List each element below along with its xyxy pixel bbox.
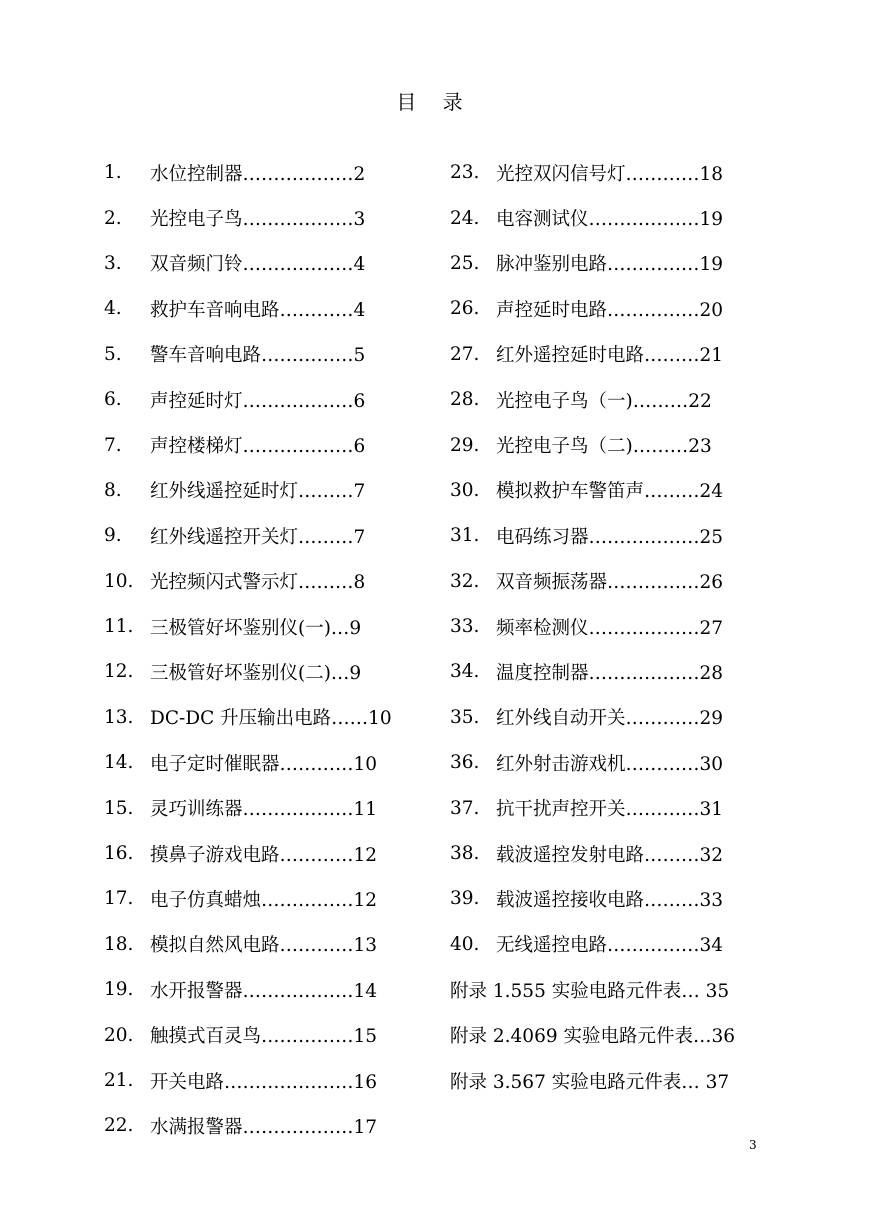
toc-entry-number: 32. — [450, 570, 480, 592]
toc-entry-title: 载波遥控接收电路………33 — [496, 889, 724, 911]
page-title: 目 录 — [396, 90, 473, 114]
toc-entry-number: 20. — [104, 1024, 134, 1046]
toc-entry-number: 4. — [104, 298, 122, 320]
toc-entry — [450, 286, 750, 331]
toc-entry — [104, 695, 404, 740]
toc-entry-number: 13. — [104, 706, 134, 728]
toc-entry — [104, 468, 404, 513]
toc-entry-number: 23. — [450, 162, 480, 184]
toc-entry-number: 6. — [104, 389, 122, 411]
toc-entry — [450, 922, 750, 967]
toc-entry — [104, 1012, 404, 1057]
toc-entry-title: 模拟救护车警笛声………24 — [496, 481, 724, 503]
toc-entry-number: 2. — [104, 207, 122, 229]
toc-entry-number: 1. — [104, 162, 122, 184]
toc-entry-number: 39. — [450, 888, 480, 910]
toc-entry — [104, 1058, 404, 1103]
page-number: 3 — [749, 1138, 757, 1152]
toc-entry — [104, 241, 404, 286]
toc-entry-title: 无线遥控电路……………34 — [496, 935, 724, 957]
toc-entry — [450, 1012, 750, 1057]
toc-entry — [450, 513, 750, 558]
toc-entry-title: 救护车音响电路…………4 — [150, 299, 366, 321]
toc-entry-title: 模拟自然风电路…………13 — [150, 935, 378, 957]
toc-entry-number: 30. — [450, 479, 480, 501]
toc-entry-title: 光控电子鸟（一)………22 — [496, 390, 712, 412]
toc-entry-title: 红外线遥控延时灯………7 — [150, 481, 366, 503]
toc-entry-title: 声控延时电路……………20 — [496, 299, 724, 321]
toc-entry-number: 8. — [104, 479, 122, 501]
toc-entry — [104, 559, 404, 604]
toc-entry-title: 电码练习器………………25 — [496, 526, 724, 548]
toc-entry-number: 10. — [104, 570, 134, 592]
toc-entry-number: 15. — [104, 797, 134, 819]
toc-entry-title: 电子定时催眠器…………10 — [150, 753, 378, 775]
toc-entry-title: 附录 2.4069 实验电路元件表…36 — [450, 1026, 736, 1048]
toc-entry-title: 声控楼梯灯………………6 — [150, 436, 366, 458]
toc-entry — [450, 876, 750, 921]
toc-entry-number: 11. — [104, 616, 134, 638]
toc-entry — [104, 377, 404, 422]
toc-entry-number: 9. — [104, 525, 122, 547]
toc-entry-title: 光控电子鸟（二)………23 — [496, 436, 712, 458]
toc-entry — [450, 604, 750, 649]
toc-entry-number: 12. — [104, 661, 134, 683]
toc-entry-title: 三极管好坏鉴别仪(二)…9 — [150, 662, 362, 684]
toc-entry-title: 脉冲鉴别电路……………19 — [496, 254, 724, 276]
toc-entry-title: 双音频振荡器……………26 — [496, 572, 724, 594]
toc-entry-title: 红外遥控延时电路………21 — [496, 345, 724, 367]
toc-entry — [104, 785, 404, 830]
toc-entry-title: 抗干扰声控开关…………31 — [496, 799, 724, 821]
toc-entry-title: 温度控制器………………28 — [496, 662, 724, 684]
toc-entry-title: 水位控制器………………2 — [150, 163, 366, 185]
toc-entry-title: DC-DC 升压输出电路……10 — [150, 708, 392, 730]
toc-entry-number: 3. — [104, 252, 122, 274]
toc-entry-number: 28. — [450, 389, 480, 411]
toc-entry — [104, 876, 404, 921]
toc-entry-number: 14. — [104, 752, 134, 774]
toc-entry — [104, 740, 404, 785]
toc-entry-title: 附录 3.567 实验电路元件表… 37 — [450, 1071, 730, 1093]
toc-entry — [104, 286, 404, 331]
toc-entry — [450, 377, 750, 422]
toc-entry — [104, 195, 404, 240]
toc-entry-title: 摸鼻子游戏电路…………12 — [150, 844, 378, 866]
toc-entry-title: 附录 1.555 实验电路元件表… 35 — [450, 980, 730, 1002]
toc-entry-title: 三极管好坏鉴别仪(一)…9 — [150, 617, 362, 639]
toc-entry-number: 26. — [450, 298, 480, 320]
toc-entry-title: 光控频闪式警示灯………8 — [150, 572, 366, 594]
toc-entry — [104, 922, 404, 967]
toc-entry-number: 40. — [450, 933, 480, 955]
toc-entry-number: 37. — [450, 797, 480, 819]
toc-entry-title: 红外射击游戏机…………30 — [496, 753, 724, 775]
toc-entry — [450, 740, 750, 785]
toc-entry-number: 29. — [450, 434, 480, 456]
toc-entry-number: 24. — [450, 207, 480, 229]
toc-entry — [450, 967, 750, 1012]
toc-entry-number: 35. — [450, 706, 480, 728]
toc-entry — [104, 332, 404, 377]
toc-entry-title: 触摸式百灵鸟……………15 — [150, 1026, 378, 1048]
toc-entry-number: 18. — [104, 933, 134, 955]
toc-entry-number: 7. — [104, 434, 122, 456]
toc-entry — [104, 422, 404, 467]
toc-entry — [450, 649, 750, 694]
toc-entry-number: 21. — [104, 1070, 134, 1091]
toc-entry-number: 34. — [450, 661, 480, 683]
toc-entry — [104, 513, 404, 558]
toc-entry-number: 16. — [104, 843, 134, 865]
toc-right-column — [450, 150, 750, 1103]
toc-entry-number: 31. — [450, 525, 480, 547]
toc-entry-title: 双音频门铃………………4 — [150, 254, 366, 276]
toc-entry-title: 光控电子鸟………………3 — [150, 209, 366, 231]
toc-entry — [450, 785, 750, 830]
toc-entry — [104, 150, 404, 195]
toc-entry-number: 33. — [450, 616, 480, 638]
toc-entry-number: 22. — [104, 1115, 134, 1137]
toc-entry-title: 载波遥控发射电路………32 — [496, 844, 724, 866]
toc-entry-title: 警车音响电路……………5 — [150, 345, 366, 367]
toc-entry — [450, 150, 750, 195]
toc-entry-number: 25. — [450, 252, 480, 274]
toc-entry-title: 水满报警器………………17 — [150, 1116, 378, 1138]
toc-entry — [104, 831, 404, 876]
toc-entry-title: 电子仿真蜡烛……………12 — [150, 889, 378, 911]
toc-entry — [450, 695, 750, 740]
toc-entry-title: 开关电路…………………16 — [150, 1071, 378, 1093]
toc-entry-number: 27. — [450, 343, 480, 365]
toc-entry — [450, 1058, 750, 1103]
toc-entry — [450, 195, 750, 240]
toc-entry — [104, 1103, 404, 1148]
toc-entry-title: 红外线遥控开关灯………7 — [150, 526, 366, 548]
toc-entry-title: 电容测试仪………………19 — [496, 209, 724, 231]
toc-entry-number: 36. — [450, 752, 480, 774]
toc-entry — [104, 967, 404, 1012]
toc-left-column — [104, 150, 404, 1149]
toc-entry — [450, 241, 750, 286]
toc-entry — [450, 559, 750, 604]
toc-entry-title: 水开报警器………………14 — [150, 980, 378, 1002]
toc-entry — [104, 604, 404, 649]
toc-entry — [450, 468, 750, 513]
toc-entry-title: 光控双闪信号灯…………18 — [496, 163, 724, 185]
toc-entry-number: 5. — [104, 343, 122, 365]
toc-entry-number: 38. — [450, 843, 480, 865]
toc-entry-title: 频率检测仪………………27 — [496, 617, 724, 639]
toc-entry-title: 声控延时灯………………6 — [150, 390, 366, 412]
toc-entry — [450, 332, 750, 377]
toc-entry — [104, 649, 404, 694]
toc-entry-title: 灵巧训练器………………11 — [150, 799, 378, 821]
toc-entry-number: 19. — [104, 979, 134, 1001]
toc-entry-title: 红外线自动开关…………29 — [496, 708, 724, 730]
toc-entry — [450, 422, 750, 467]
toc-entry-number: 17. — [104, 888, 134, 910]
toc-entry — [450, 831, 750, 876]
